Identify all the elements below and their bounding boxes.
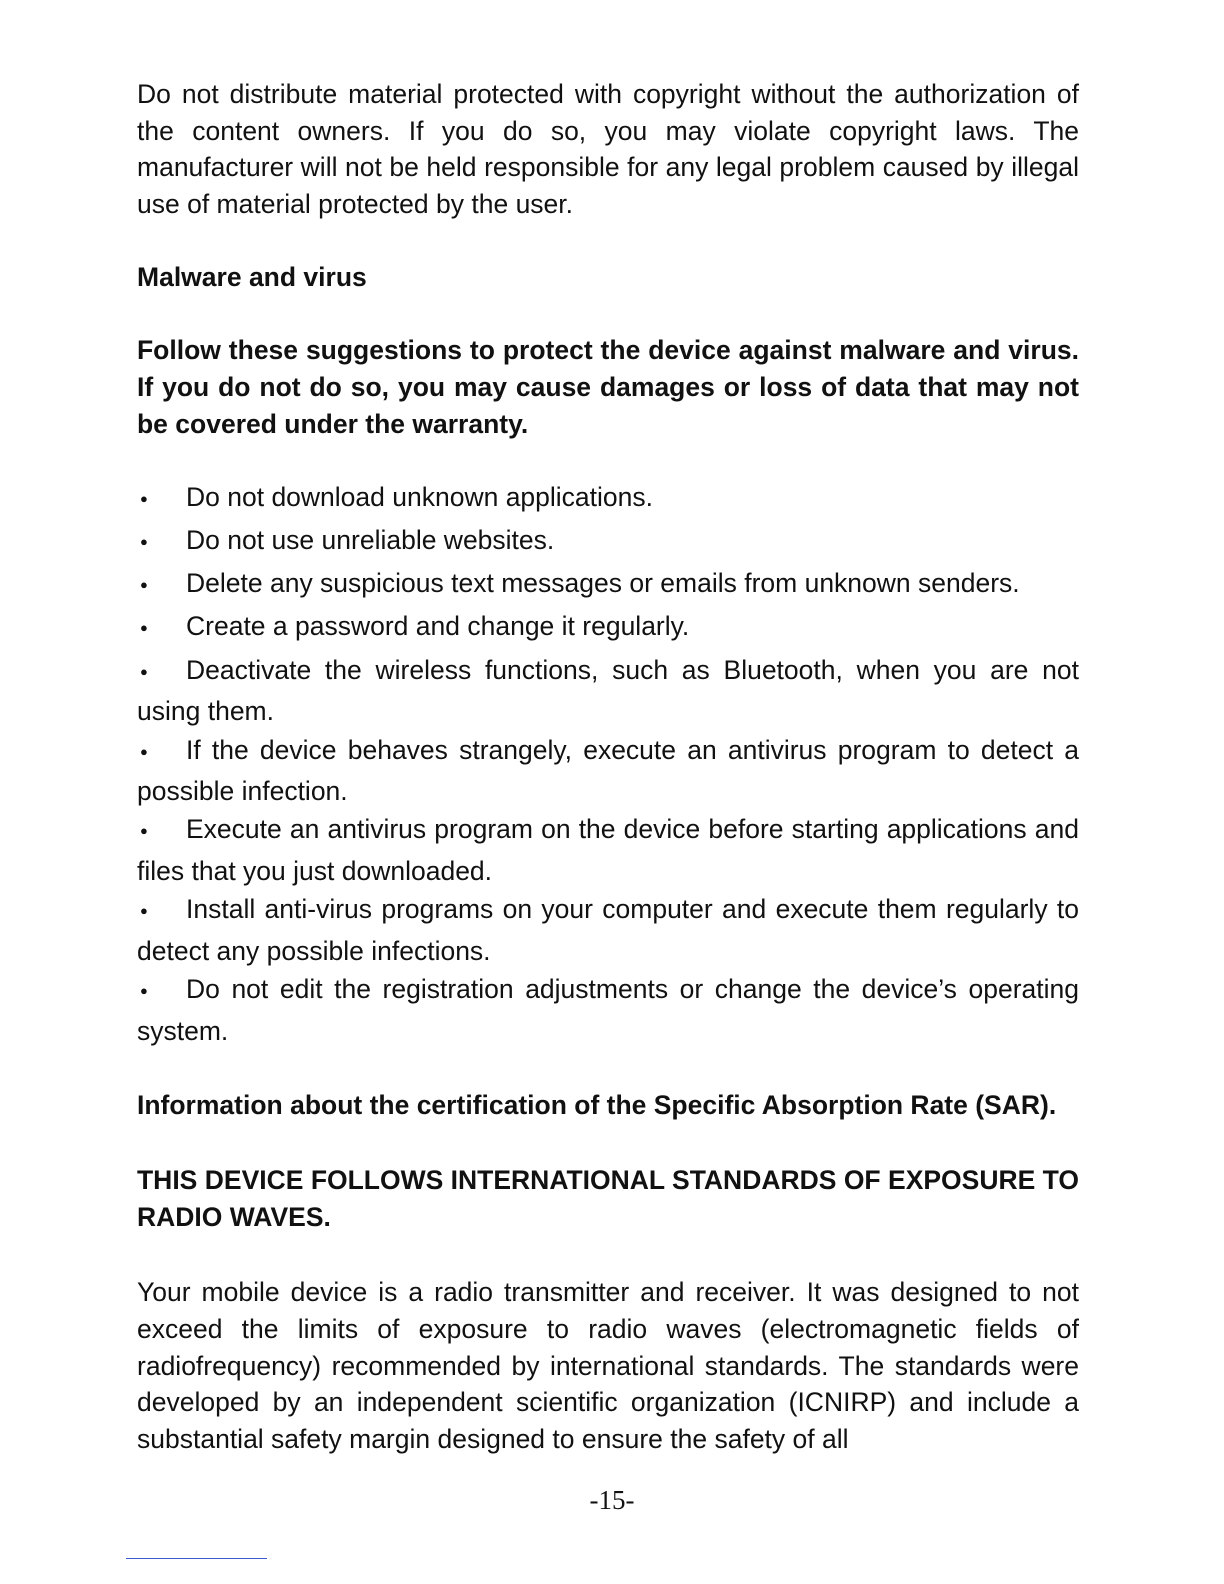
list-item: ●Create a password and change it regularly. [137, 608, 1079, 650]
standards-heading: THIS DEVICE FOLLOWS INTERNATIONAL STANDARDS OF EXPOSURE TO RADIO WAVES. [137, 1165, 1079, 1233]
list-item: ●Execute an antivirus program on the device before starting applications and files that you just downloaded. [137, 811, 1079, 889]
bullet-icon [137, 479, 186, 521]
bullet-icon [137, 732, 186, 774]
footer-divider [126, 1558, 267, 1559]
list-item: ●Install anti-virus programs on your computer and execute them regularly to detect any possible infections. [137, 891, 1079, 969]
list-item: ●Delete any suspicious text messages or emails from unknown senders. [137, 565, 1079, 607]
list-item: ●Do not download unknown applications. [137, 479, 1079, 521]
document-page [137, 76, 1079, 1458]
malware-intro: Follow these suggestions to protect the device against malware and virus. If you do not do so, you may cause damages or loss of data that may not be covered under the warranty. [137, 334, 1079, 439]
malware-heading: Malware and virus [137, 261, 367, 292]
bullet-icon [137, 522, 186, 564]
malware-tips-list [137, 479, 1079, 1050]
list-item: ●If the device behaves strangely, execute an antivirus program to detect a possible infection. [137, 732, 1079, 810]
bullet-icon [137, 971, 186, 1013]
sar-heading: Information about the certification of the Specific Absorption Rate (SAR). [137, 1090, 1057, 1121]
bullet-icon [137, 891, 186, 933]
bullet-icon [137, 565, 186, 607]
copyright-paragraph: Do not distribute material protected with copyright without the authorization of the content owners. If you do so, you may violate copyright laws. The manufacturer will not be held responsible for any legal problem caused by illegal use of material protected by the user. [137, 79, 1079, 220]
bullet-icon [137, 811, 186, 853]
list-item: ●Deactivate the wireless functions, such as Bluetooth, when you are not using them. [137, 652, 1079, 730]
sar-paragraph: Your mobile device is a radio transmitter and receiver. It was designed to not exceed the limits of exposure to radio waves (electromagnetic fields of radiofrequency) recommended by international standards. The standards were developed by an independent scientific organization (ICNIRP) and include a substantial safety margin designed to ensure the safety of all [137, 1277, 1079, 1454]
bullet-icon [137, 652, 186, 694]
list-item: ●Do not use unreliable websites. [137, 522, 1079, 564]
bullet-icon [137, 608, 186, 650]
page-number: -15- [589, 1485, 635, 1515]
list-item: ●Do not edit the registration adjustments or change the device’s operating system. [137, 971, 1079, 1049]
